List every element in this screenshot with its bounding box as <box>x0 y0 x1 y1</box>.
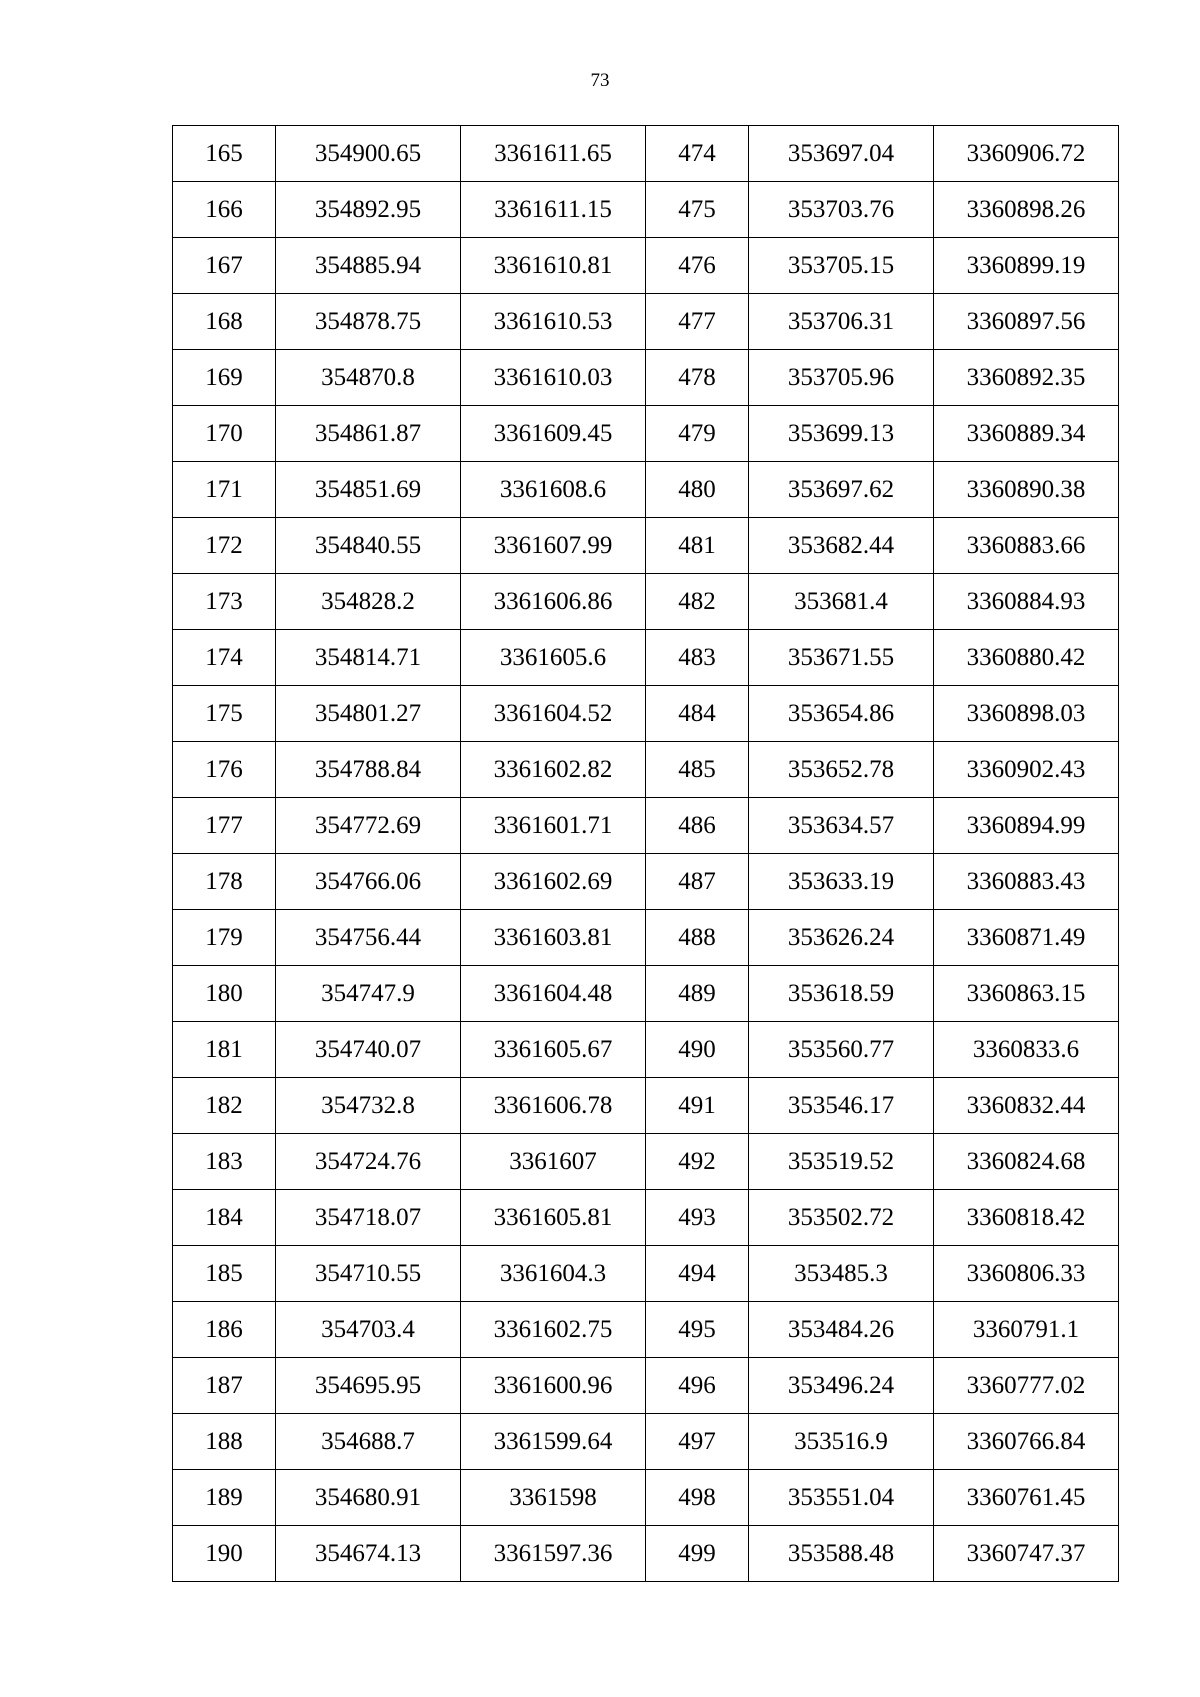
table-row <box>173 1078 1119 1134</box>
x-coordinate-cell: 354885.94 <box>276 238 461 294</box>
y-coordinate-cell: 3361600.96 <box>461 1358 646 1414</box>
point-id-cell: 485 <box>646 742 749 798</box>
x-coordinate-cell: 353697.04 <box>749 126 934 182</box>
y-coordinate-cell: 3361606.78 <box>461 1078 646 1134</box>
point-id-cell: 487 <box>646 854 749 910</box>
y-coordinate-cell: 3360761.45 <box>934 1470 1119 1526</box>
y-coordinate-cell: 3361599.64 <box>461 1414 646 1470</box>
table-row <box>173 798 1119 854</box>
y-coordinate-cell: 3361611.15 <box>461 182 646 238</box>
y-coordinate-cell: 3360898.26 <box>934 182 1119 238</box>
y-coordinate-cell: 3361608.6 <box>461 462 646 518</box>
y-coordinate-cell: 3360880.42 <box>934 630 1119 686</box>
page-number: 73 <box>590 70 610 91</box>
x-coordinate-cell: 354766.06 <box>276 854 461 910</box>
point-id-cell: 179 <box>173 910 276 966</box>
x-coordinate-cell: 353588.48 <box>749 1526 934 1582</box>
x-coordinate-cell: 353652.78 <box>749 742 934 798</box>
point-id-cell: 489 <box>646 966 749 1022</box>
x-coordinate-cell: 354747.9 <box>276 966 461 1022</box>
table-row <box>173 406 1119 462</box>
point-id-cell: 167 <box>173 238 276 294</box>
point-id-cell: 482 <box>646 574 749 630</box>
y-coordinate-cell: 3360883.66 <box>934 518 1119 574</box>
y-coordinate-cell: 3360890.38 <box>934 462 1119 518</box>
x-coordinate-cell: 354695.95 <box>276 1358 461 1414</box>
x-coordinate-cell: 354788.84 <box>276 742 461 798</box>
x-coordinate-cell: 353682.44 <box>749 518 934 574</box>
x-coordinate-cell: 353519.52 <box>749 1134 934 1190</box>
x-coordinate-cell: 354870.8 <box>276 350 461 406</box>
y-coordinate-cell: 3361605.81 <box>461 1190 646 1246</box>
table-row <box>173 854 1119 910</box>
table-row <box>173 294 1119 350</box>
x-coordinate-cell: 353681.4 <box>749 574 934 630</box>
x-coordinate-cell: 354900.65 <box>276 126 461 182</box>
point-id-cell: 189 <box>173 1470 276 1526</box>
y-coordinate-cell: 3360777.02 <box>934 1358 1119 1414</box>
x-coordinate-cell: 353705.96 <box>749 350 934 406</box>
x-coordinate-cell: 353699.13 <box>749 406 934 462</box>
point-id-cell: 172 <box>173 518 276 574</box>
point-id-cell: 184 <box>173 1190 276 1246</box>
table-row <box>173 518 1119 574</box>
point-id-cell: 182 <box>173 1078 276 1134</box>
table-row <box>173 1190 1119 1246</box>
point-id-cell: 497 <box>646 1414 749 1470</box>
point-id-cell: 178 <box>173 854 276 910</box>
point-id-cell: 180 <box>173 966 276 1022</box>
table-row <box>173 966 1119 1022</box>
table-row <box>173 238 1119 294</box>
x-coordinate-cell: 353560.77 <box>749 1022 934 1078</box>
coordinate-table-body <box>173 126 1119 1582</box>
y-coordinate-cell: 3361610.53 <box>461 294 646 350</box>
y-coordinate-cell: 3360791.1 <box>934 1302 1119 1358</box>
x-coordinate-cell: 354674.13 <box>276 1526 461 1582</box>
y-coordinate-cell: 3361609.45 <box>461 406 646 462</box>
point-id-cell: 479 <box>646 406 749 462</box>
x-coordinate-cell: 353496.24 <box>749 1358 934 1414</box>
y-coordinate-cell: 3360871.49 <box>934 910 1119 966</box>
point-id-cell: 478 <box>646 350 749 406</box>
x-coordinate-cell: 353633.19 <box>749 854 934 910</box>
point-id-cell: 475 <box>646 182 749 238</box>
point-id-cell: 499 <box>646 1526 749 1582</box>
y-coordinate-cell: 3360897.56 <box>934 294 1119 350</box>
point-id-cell: 177 <box>173 798 276 854</box>
point-id-cell: 186 <box>173 1302 276 1358</box>
x-coordinate-cell: 354718.07 <box>276 1190 461 1246</box>
point-id-cell: 495 <box>646 1302 749 1358</box>
table-row <box>173 1526 1119 1582</box>
x-coordinate-cell: 353618.59 <box>749 966 934 1022</box>
y-coordinate-cell: 3360902.43 <box>934 742 1119 798</box>
y-coordinate-cell: 3360894.99 <box>934 798 1119 854</box>
point-id-cell: 492 <box>646 1134 749 1190</box>
y-coordinate-cell: 3360824.68 <box>934 1134 1119 1190</box>
y-coordinate-cell: 3361602.75 <box>461 1302 646 1358</box>
x-coordinate-cell: 354772.69 <box>276 798 461 854</box>
x-coordinate-cell: 354814.71 <box>276 630 461 686</box>
x-coordinate-cell: 354851.69 <box>276 462 461 518</box>
x-coordinate-cell: 353485.3 <box>749 1246 934 1302</box>
y-coordinate-cell: 3361607 <box>461 1134 646 1190</box>
y-coordinate-cell: 3361605.6 <box>461 630 646 686</box>
point-id-cell: 174 <box>173 630 276 686</box>
point-id-cell: 181 <box>173 1022 276 1078</box>
x-coordinate-cell: 353546.17 <box>749 1078 934 1134</box>
point-id-cell: 168 <box>173 294 276 350</box>
y-coordinate-cell: 3360883.43 <box>934 854 1119 910</box>
y-coordinate-cell: 3361597.36 <box>461 1526 646 1582</box>
y-coordinate-cell: 3361601.71 <box>461 798 646 854</box>
table-row <box>173 742 1119 798</box>
x-coordinate-cell: 354861.87 <box>276 406 461 462</box>
x-coordinate-cell: 353671.55 <box>749 630 934 686</box>
table-row <box>173 1302 1119 1358</box>
x-coordinate-cell: 353703.76 <box>749 182 934 238</box>
x-coordinate-cell: 354732.8 <box>276 1078 461 1134</box>
point-id-cell: 176 <box>173 742 276 798</box>
y-coordinate-cell: 3361604.3 <box>461 1246 646 1302</box>
point-id-cell: 169 <box>173 350 276 406</box>
point-id-cell: 166 <box>173 182 276 238</box>
x-coordinate-cell: 353484.26 <box>749 1302 934 1358</box>
table-row <box>173 1246 1119 1302</box>
y-coordinate-cell: 3361605.67 <box>461 1022 646 1078</box>
x-coordinate-cell: 353697.62 <box>749 462 934 518</box>
y-coordinate-cell: 3361603.81 <box>461 910 646 966</box>
y-coordinate-cell: 3361611.65 <box>461 126 646 182</box>
y-coordinate-cell: 3361598 <box>461 1470 646 1526</box>
x-coordinate-cell: 353705.15 <box>749 238 934 294</box>
x-coordinate-cell: 353634.57 <box>749 798 934 854</box>
y-coordinate-cell: 3360892.35 <box>934 350 1119 406</box>
point-id-cell: 477 <box>646 294 749 350</box>
y-coordinate-cell: 3360832.44 <box>934 1078 1119 1134</box>
table-row <box>173 630 1119 686</box>
point-id-cell: 474 <box>646 126 749 182</box>
point-id-cell: 498 <box>646 1470 749 1526</box>
x-coordinate-cell: 353706.31 <box>749 294 934 350</box>
point-id-cell: 170 <box>173 406 276 462</box>
y-coordinate-cell: 3361602.82 <box>461 742 646 798</box>
x-coordinate-cell: 354703.4 <box>276 1302 461 1358</box>
point-id-cell: 165 <box>173 126 276 182</box>
table-row <box>173 126 1119 182</box>
point-id-cell: 486 <box>646 798 749 854</box>
point-id-cell: 188 <box>173 1414 276 1470</box>
point-id-cell: 175 <box>173 686 276 742</box>
table-row <box>173 462 1119 518</box>
table-row <box>173 910 1119 966</box>
point-id-cell: 171 <box>173 462 276 518</box>
table-row <box>173 350 1119 406</box>
point-id-cell: 483 <box>646 630 749 686</box>
y-coordinate-cell: 3361607.99 <box>461 518 646 574</box>
x-coordinate-cell: 353626.24 <box>749 910 934 966</box>
point-id-cell: 488 <box>646 910 749 966</box>
x-coordinate-cell: 354878.75 <box>276 294 461 350</box>
y-coordinate-cell: 3360833.6 <box>934 1022 1119 1078</box>
x-coordinate-cell: 353654.86 <box>749 686 934 742</box>
point-id-cell: 481 <box>646 518 749 574</box>
y-coordinate-cell: 3360806.33 <box>934 1246 1119 1302</box>
point-id-cell: 187 <box>173 1358 276 1414</box>
y-coordinate-cell: 3360863.15 <box>934 966 1119 1022</box>
y-coordinate-cell: 3360818.42 <box>934 1190 1119 1246</box>
point-id-cell: 496 <box>646 1358 749 1414</box>
point-id-cell: 490 <box>646 1022 749 1078</box>
table-row <box>173 182 1119 238</box>
x-coordinate-cell: 354801.27 <box>276 686 461 742</box>
y-coordinate-cell: 3360884.93 <box>934 574 1119 630</box>
table-row <box>173 1022 1119 1078</box>
x-coordinate-cell: 354828.2 <box>276 574 461 630</box>
x-coordinate-cell: 353551.04 <box>749 1470 934 1526</box>
x-coordinate-cell: 353516.9 <box>749 1414 934 1470</box>
table-row <box>173 1414 1119 1470</box>
point-id-cell: 491 <box>646 1078 749 1134</box>
table-row <box>173 1358 1119 1414</box>
x-coordinate-cell: 354710.55 <box>276 1246 461 1302</box>
x-coordinate-cell: 354740.07 <box>276 1022 461 1078</box>
y-coordinate-cell: 3360889.34 <box>934 406 1119 462</box>
y-coordinate-cell: 3360766.84 <box>934 1414 1119 1470</box>
table-row <box>173 686 1119 742</box>
x-coordinate-cell: 354724.76 <box>276 1134 461 1190</box>
point-id-cell: 493 <box>646 1190 749 1246</box>
x-coordinate-cell: 354688.7 <box>276 1414 461 1470</box>
point-id-cell: 190 <box>173 1526 276 1582</box>
y-coordinate-cell: 3361604.52 <box>461 686 646 742</box>
point-id-cell: 480 <box>646 462 749 518</box>
x-coordinate-cell: 354892.95 <box>276 182 461 238</box>
point-id-cell: 185 <box>173 1246 276 1302</box>
x-coordinate-cell: 354756.44 <box>276 910 461 966</box>
point-id-cell: 183 <box>173 1134 276 1190</box>
point-id-cell: 484 <box>646 686 749 742</box>
x-coordinate-cell: 353502.72 <box>749 1190 934 1246</box>
y-coordinate-cell: 3360899.19 <box>934 238 1119 294</box>
y-coordinate-cell: 3360747.37 <box>934 1526 1119 1582</box>
y-coordinate-cell: 3361610.03 <box>461 350 646 406</box>
point-id-cell: 494 <box>646 1246 749 1302</box>
y-coordinate-cell: 3361604.48 <box>461 966 646 1022</box>
y-coordinate-cell: 3361610.81 <box>461 238 646 294</box>
table-row <box>173 1134 1119 1190</box>
y-coordinate-cell: 3361602.69 <box>461 854 646 910</box>
y-coordinate-cell: 3360898.03 <box>934 686 1119 742</box>
x-coordinate-cell: 354680.91 <box>276 1470 461 1526</box>
table-row <box>173 1470 1119 1526</box>
y-coordinate-cell: 3360906.72 <box>934 126 1119 182</box>
y-coordinate-cell: 3361606.86 <box>461 574 646 630</box>
table-row <box>173 574 1119 630</box>
point-id-cell: 476 <box>646 238 749 294</box>
coordinate-table <box>172 125 1119 1582</box>
point-id-cell: 173 <box>173 574 276 630</box>
x-coordinate-cell: 354840.55 <box>276 518 461 574</box>
